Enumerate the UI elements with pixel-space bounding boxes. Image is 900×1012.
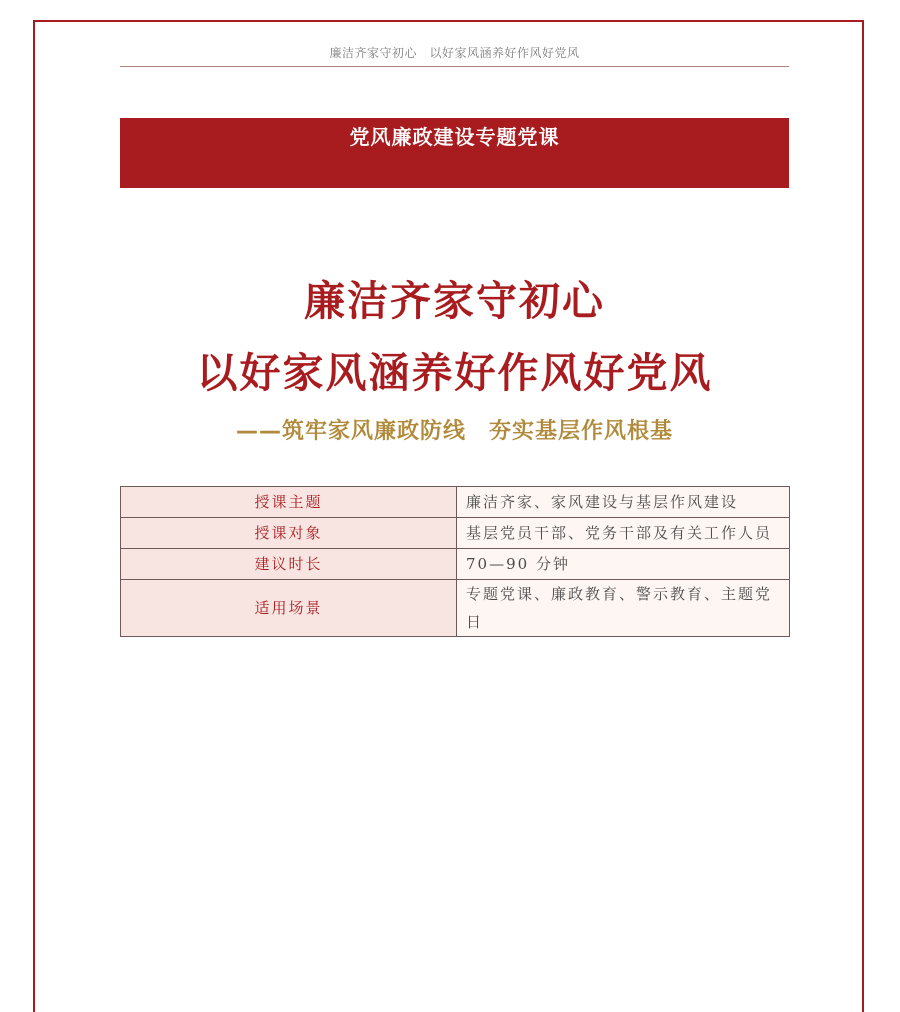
table-row (121, 518, 790, 549)
main-title-line-1: 廉洁齐家守初心 (304, 277, 605, 325)
row-value-scenario: 专题党课、廉政教育、警示教育、主题党日 (457, 580, 790, 637)
course-info-table (120, 486, 790, 637)
table-row (121, 549, 790, 580)
row-value-topic: 廉洁齐家、家风建设与基层作风建设 (457, 487, 790, 518)
row-label-audience: 授课对象 (121, 518, 457, 549)
table-row (121, 487, 790, 518)
row-value-audience: 基层党员干部、党务干部及有关工作人员 (457, 518, 790, 549)
subtitle: ——筑牢家风廉政防线 夯实基层作风根基 (235, 419, 673, 444)
main-title-line-2: 以好家风涵养好作风好党风 (196, 349, 713, 397)
row-label-duration: 建议时长 (121, 549, 457, 580)
table-row (121, 580, 790, 637)
row-label-topic: 授课主题 (121, 487, 457, 518)
title-banner (120, 118, 789, 188)
running-header: 廉洁齐家守初心 以好家风涵养好作风好党风 (329, 46, 580, 60)
row-value-duration: 70—90 分钟 (457, 549, 790, 580)
banner-text: 党风廉政建设专题党课 (349, 125, 560, 149)
header-divider (120, 66, 789, 67)
row-label-scenario: 适用场景 (121, 580, 457, 637)
